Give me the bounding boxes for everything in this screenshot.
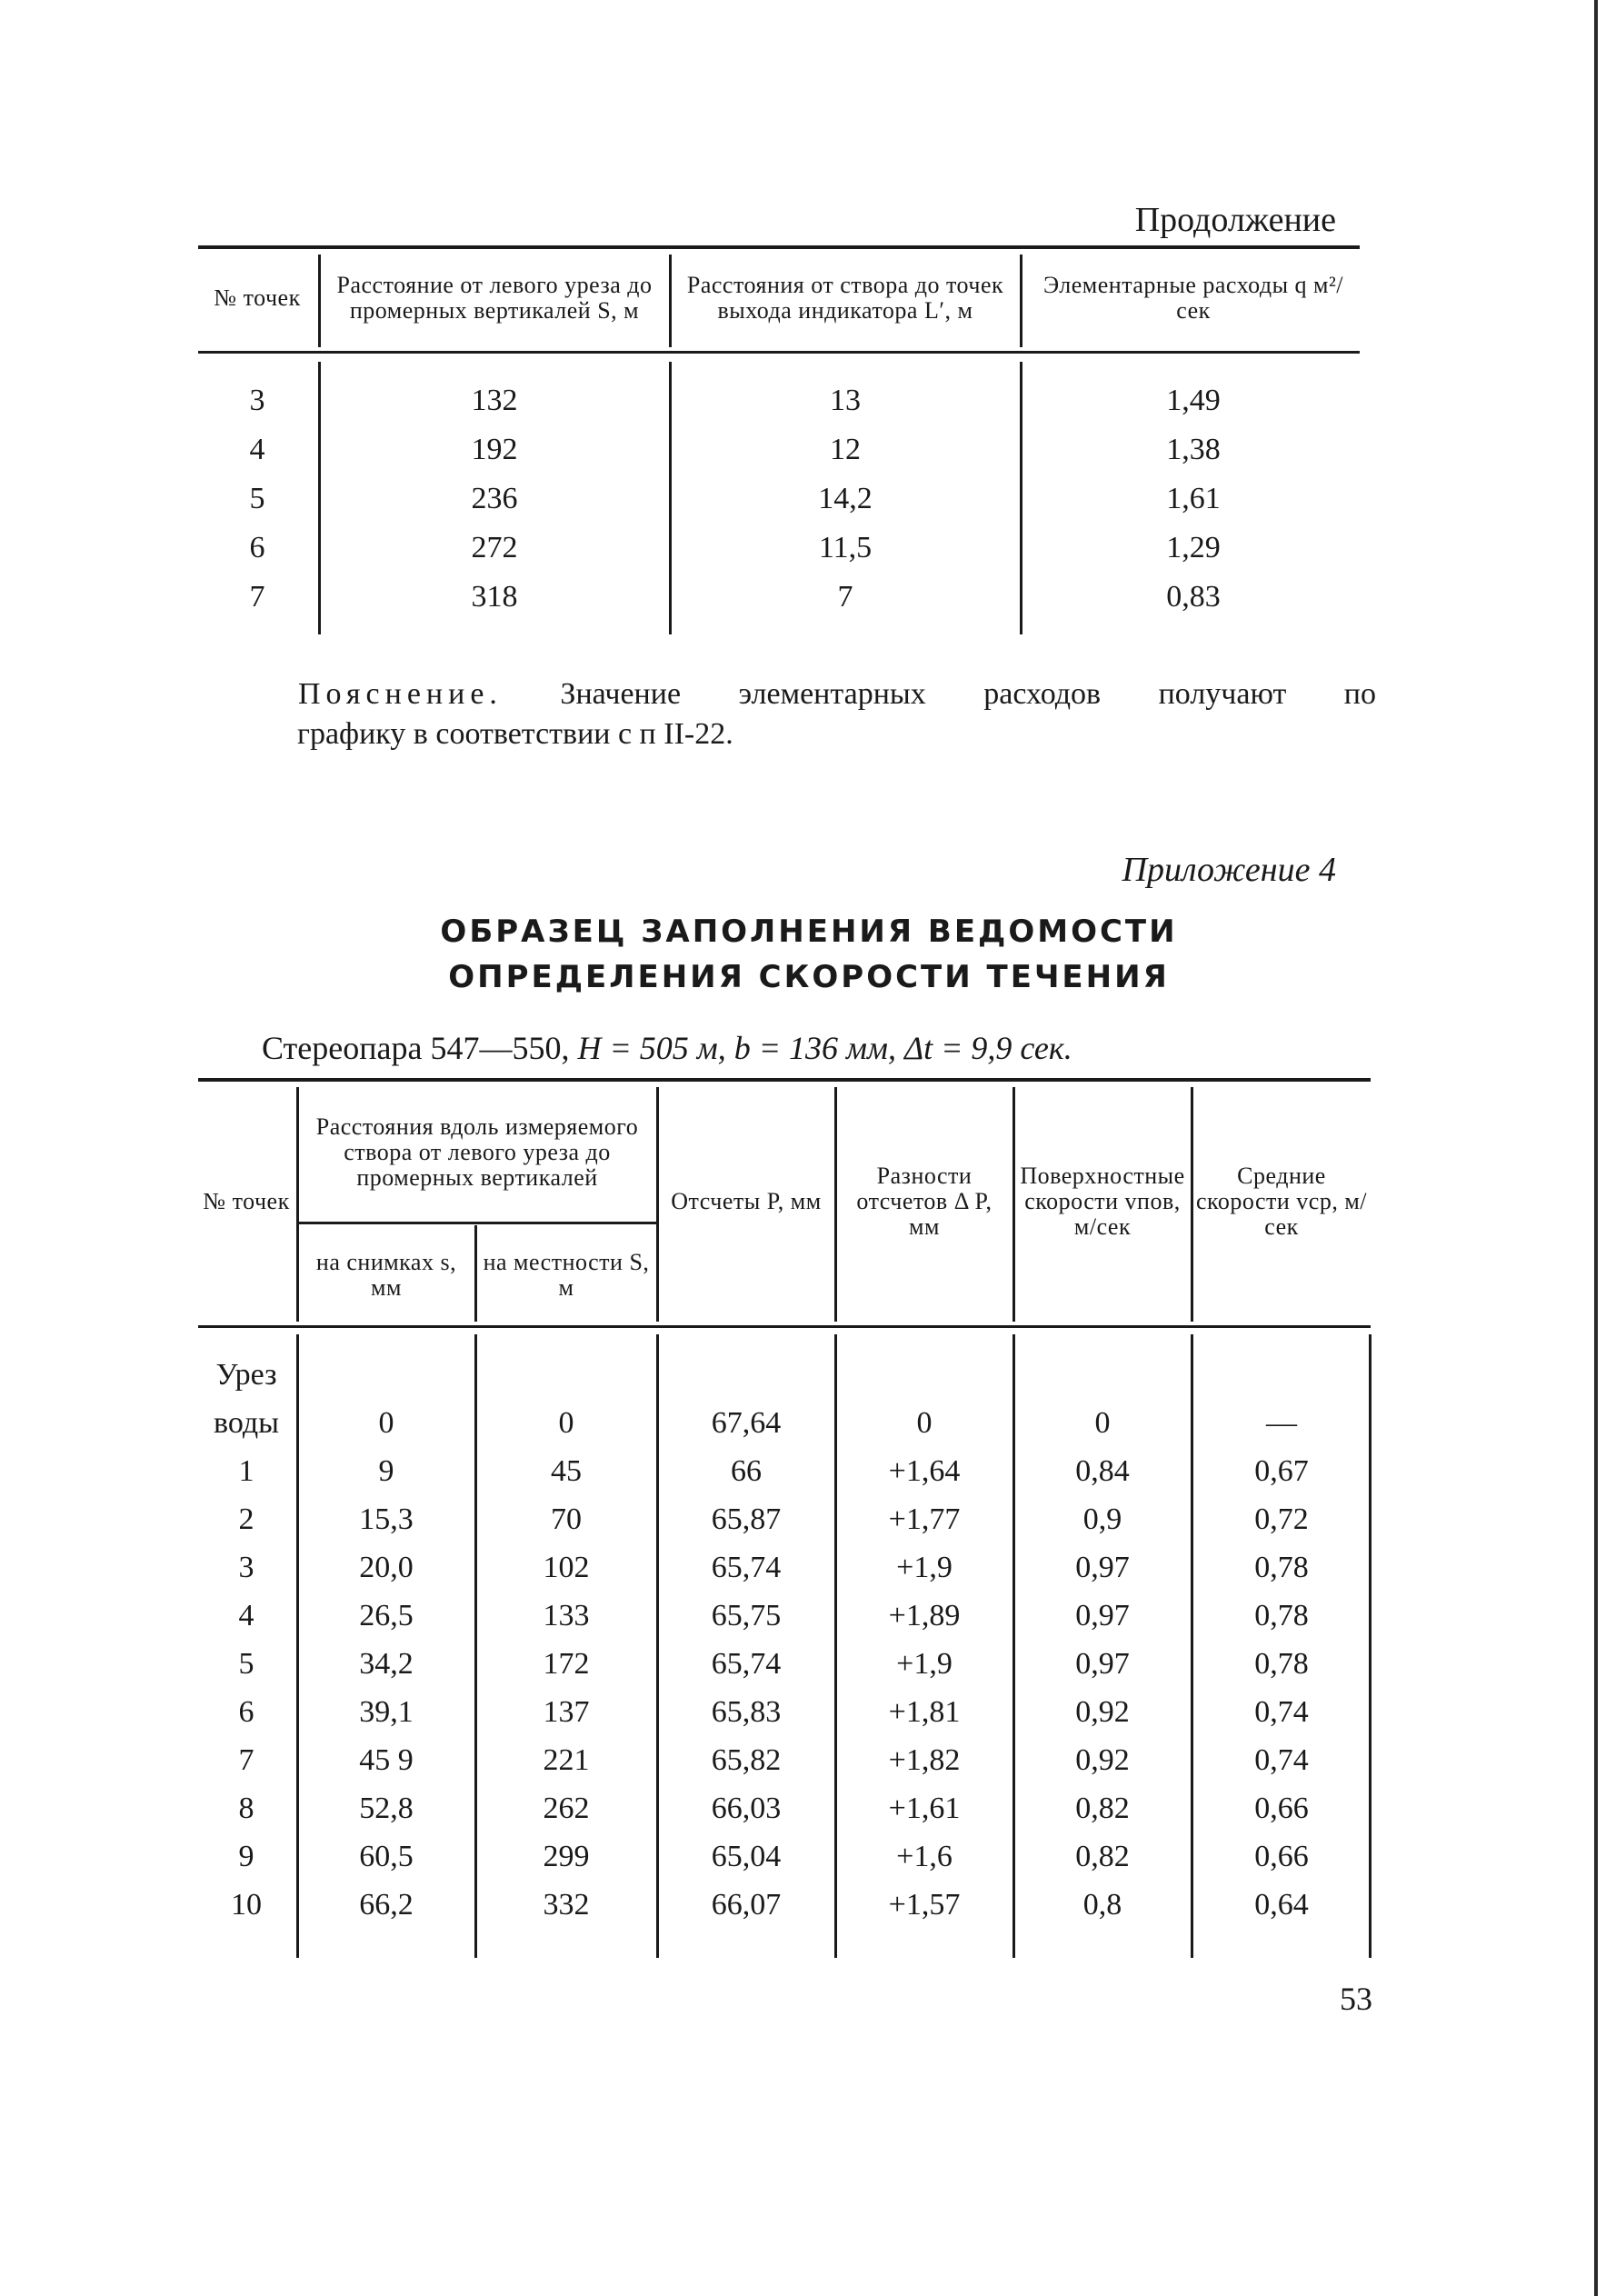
cell-difference: +1,61: [888, 1792, 961, 1825]
cell-point: 9: [238, 1840, 254, 1873]
cell-surface-velocity: 0,97: [1075, 1647, 1130, 1681]
cell-difference: 0: [916, 1406, 933, 1440]
table-row: [198, 524, 1360, 573]
cell-on-ground: 262: [543, 1792, 590, 1825]
cell-point: 4: [238, 1599, 254, 1632]
header-distances-group: Расстояния вдоль измеряемого створа от левого уреза до промерных вертикалей: [315, 1113, 639, 1191]
cell-point: 5: [249, 482, 265, 515]
cell-indicator-distance: 14,2: [818, 482, 873, 515]
cell-reading: 67,64: [711, 1406, 782, 1440]
cell-difference: +1,64: [888, 1454, 961, 1488]
cell-point: 7: [238, 1743, 254, 1777]
column-divider: [1020, 255, 1022, 347]
stereo-pair-params: [262, 1029, 1389, 1067]
title-line-2: ОПРЕДЕЛЕНИЯ СКОРОСТИ ТЕЧЕНИЯ: [448, 959, 1170, 995]
table-row: [198, 1784, 1371, 1832]
table-row: [198, 1495, 1371, 1543]
explanation-note: [298, 674, 1376, 754]
velocity-table: [198, 1078, 1371, 1960]
table-row: [198, 1736, 1371, 1784]
header-distance-from-edge: Расстояние от левого уреза до промерных вертикалей S, м: [336, 272, 653, 324]
table-row-water-edge: [198, 1351, 1371, 1447]
header-readings: Отсчеты P, мм: [671, 1188, 822, 1214]
cell-on-ground: 221: [543, 1743, 590, 1777]
page-number: 53: [1340, 1981, 1372, 2017]
cell-reading: 65,04: [711, 1840, 782, 1873]
cell-difference: +1,9: [896, 1647, 953, 1681]
column-divider: [669, 255, 672, 347]
cell-point: 1: [238, 1454, 254, 1488]
note-label: Пояснение.: [298, 677, 503, 711]
cell-surface-velocity: 0,97: [1075, 1599, 1130, 1632]
stereo-base: b = 136 мм,: [733, 1030, 896, 1066]
cell-indicator-distance: 12: [830, 433, 861, 466]
cell-distance: 236: [471, 482, 518, 515]
cell-surface-velocity: 0,82: [1075, 1840, 1130, 1873]
column-divider: [296, 1087, 299, 1322]
table-row: [198, 425, 1360, 474]
cell-mean-velocity: 0,72: [1254, 1502, 1309, 1536]
cell-difference: +1,82: [888, 1743, 961, 1777]
cell-surface-velocity: 0,8: [1082, 1888, 1122, 1922]
cell-on-ground: 133: [543, 1599, 590, 1632]
cell-surface-velocity: 0: [1094, 1406, 1111, 1440]
cell-reading: 65,87: [711, 1502, 782, 1536]
cell-on-ground: 70: [551, 1502, 582, 1536]
cell-mean-velocity: 0,66: [1254, 1840, 1309, 1873]
cell-difference: +1,57: [888, 1888, 961, 1922]
cell-discharge: 1,38: [1166, 433, 1221, 466]
cell-on-images: 0: [378, 1406, 394, 1440]
cell-on-images: 26,5: [359, 1599, 414, 1632]
cell-difference: +1,81: [888, 1695, 961, 1729]
cell-discharge: 1,49: [1166, 384, 1221, 417]
column-divider: [656, 1087, 659, 1322]
cell-on-images: 9: [378, 1454, 394, 1488]
cell-indicator-distance: 11,5: [818, 531, 873, 564]
header-distance-from-section: Расстояния от створа до точек выхода индикатора L′, м: [686, 272, 1004, 324]
table-row: [198, 1832, 1371, 1881]
cell-surface-velocity: 0,92: [1075, 1743, 1130, 1777]
cell-mean-velocity: 0,78: [1254, 1551, 1309, 1584]
group-header-rule: [298, 1222, 656, 1224]
stereo-height: H = 505 м,: [577, 1030, 726, 1066]
cell-point: 3: [238, 1551, 254, 1584]
table-row: [198, 1543, 1371, 1592]
cell-reading: 65,75: [711, 1599, 782, 1632]
cell-point: 6: [238, 1695, 254, 1729]
header-on-images: на снимках s, мм: [315, 1249, 457, 1301]
header-differences: Разности отсчетов Δ P, мм: [856, 1163, 993, 1240]
table-header-rule: [198, 351, 1360, 354]
table-row: [198, 1688, 1371, 1736]
cell-difference: +1,77: [888, 1502, 961, 1536]
cell-reading: 65,82: [711, 1743, 782, 1777]
cell-discharge: 1,29: [1166, 531, 1221, 564]
cell-on-images: 15,3: [359, 1502, 414, 1536]
cell-surface-velocity: 0,9: [1082, 1502, 1122, 1536]
column-divider: [1012, 1087, 1015, 1322]
cell-difference: +1,89: [888, 1599, 961, 1632]
note-text-line2: графику в соответствии с п II-22.: [297, 717, 733, 751]
column-divider: [1191, 1087, 1193, 1322]
cell-on-images: 66,2: [359, 1888, 414, 1922]
cell-mean-velocity: 0,64: [1254, 1888, 1309, 1922]
cell-on-images: 52,8: [359, 1792, 414, 1825]
cell-point: 7: [249, 580, 265, 614]
cell-on-images: 20,0: [359, 1551, 414, 1584]
cell-on-ground: 137: [543, 1695, 590, 1729]
cell-reading: 66,07: [711, 1888, 782, 1922]
cell-surface-velocity: 0,82: [1075, 1792, 1130, 1825]
header-elementary-discharge: Элементарные расходы q м²/сек: [1042, 272, 1344, 324]
cell-on-ground: 172: [543, 1647, 590, 1681]
column-divider: [318, 255, 321, 347]
table-row: [198, 1592, 1371, 1640]
cell-distance: 272: [471, 531, 518, 564]
header-mean-velocity: Средние скорости vср, м/сек: [1195, 1163, 1368, 1240]
table-row: [198, 376, 1360, 425]
cell-on-images: 39,1: [359, 1695, 414, 1729]
cell-point: 4: [249, 433, 265, 466]
cell-mean-velocity: 0,78: [1254, 1599, 1309, 1632]
cell-mean-velocity: —: [1266, 1406, 1297, 1440]
cell-on-ground: 102: [543, 1551, 590, 1584]
edge-label-line1: Урез: [215, 1358, 277, 1392]
cell-surface-velocity: 0,84: [1075, 1454, 1130, 1488]
cell-discharge: 0,83: [1166, 580, 1221, 614]
cell-indicator-distance: 13: [830, 384, 861, 417]
cell-mean-velocity: 0,66: [1254, 1792, 1309, 1825]
table-row: [198, 474, 1360, 524]
cell-distance: 132: [471, 384, 518, 417]
cell-point: 3: [249, 384, 265, 417]
cell-reading: 65,74: [711, 1551, 782, 1584]
table-header-rule: [198, 1325, 1371, 1328]
cell-on-images: 45 9: [359, 1743, 414, 1777]
cell-reading: 66: [731, 1454, 762, 1488]
header-surface-velocity: Поверхностные скорости vпов, м/сек: [1020, 1163, 1185, 1240]
table-row: [198, 1640, 1371, 1688]
cell-on-images: 34,2: [359, 1647, 414, 1681]
cell-point: 5: [238, 1647, 254, 1681]
continuation-label: Продолжение: [1134, 201, 1336, 239]
cell-mean-velocity: 0,78: [1254, 1647, 1309, 1681]
edge-label-line2: воды: [214, 1406, 279, 1440]
cell-discharge: 1,61: [1166, 482, 1221, 515]
cell-on-images: 60,5: [359, 1840, 414, 1873]
table-row: [198, 1447, 1371, 1495]
cell-point: 2: [238, 1502, 254, 1536]
header-point-number: № точек: [214, 285, 301, 311]
cell-distance: 318: [471, 580, 518, 614]
cell-reading: 66,03: [711, 1792, 782, 1825]
cell-mean-velocity: 0,67: [1254, 1454, 1309, 1488]
discharge-table: [198, 245, 1360, 654]
cell-distance: 192: [471, 433, 518, 466]
cell-difference: +1,9: [896, 1551, 953, 1584]
cell-on-ground: 45: [551, 1454, 582, 1488]
header-point-number: № точек: [203, 1188, 290, 1214]
cell-point: [198, 1351, 294, 1447]
cell-mean-velocity: 0,74: [1254, 1695, 1309, 1729]
cell-difference: +1,6: [896, 1840, 953, 1873]
cell-on-ground: 0: [558, 1406, 574, 1440]
cell-reading: 65,83: [711, 1695, 782, 1729]
stereo-interval: Δt = 9,9 сек.: [903, 1030, 1072, 1066]
table-row: [198, 1881, 1371, 1929]
cell-on-ground: 299: [543, 1840, 590, 1873]
column-divider: [474, 1225, 477, 1322]
cell-surface-velocity: 0,92: [1075, 1695, 1130, 1729]
cell-surface-velocity: 0,97: [1075, 1551, 1130, 1584]
cell-point: 6: [249, 531, 265, 564]
cell-on-ground: 332: [543, 1888, 590, 1922]
cell-point: 10: [231, 1888, 262, 1922]
section-title: [309, 909, 1309, 1000]
cell-indicator-distance: 7: [837, 580, 853, 614]
stereo-prefix: Стереопара 547—550,: [262, 1030, 570, 1066]
column-divider: [834, 1087, 837, 1322]
title-line-1: ОБРАЗЕЦ ЗАПОЛНЕНИЯ ВЕДОМОСТИ: [440, 913, 1178, 950]
header-on-ground: на местности S, м: [483, 1249, 650, 1301]
appendix-label: Приложение 4: [1122, 851, 1336, 889]
cell-point: 8: [238, 1792, 254, 1825]
note-text-line1: Значение элементарных расходов получают по: [560, 677, 1376, 711]
page-edge-line: [1594, 0, 1598, 2296]
cell-mean-velocity: 0,74: [1254, 1743, 1309, 1777]
table-row: [198, 573, 1360, 622]
cell-reading: 65,74: [711, 1647, 782, 1681]
